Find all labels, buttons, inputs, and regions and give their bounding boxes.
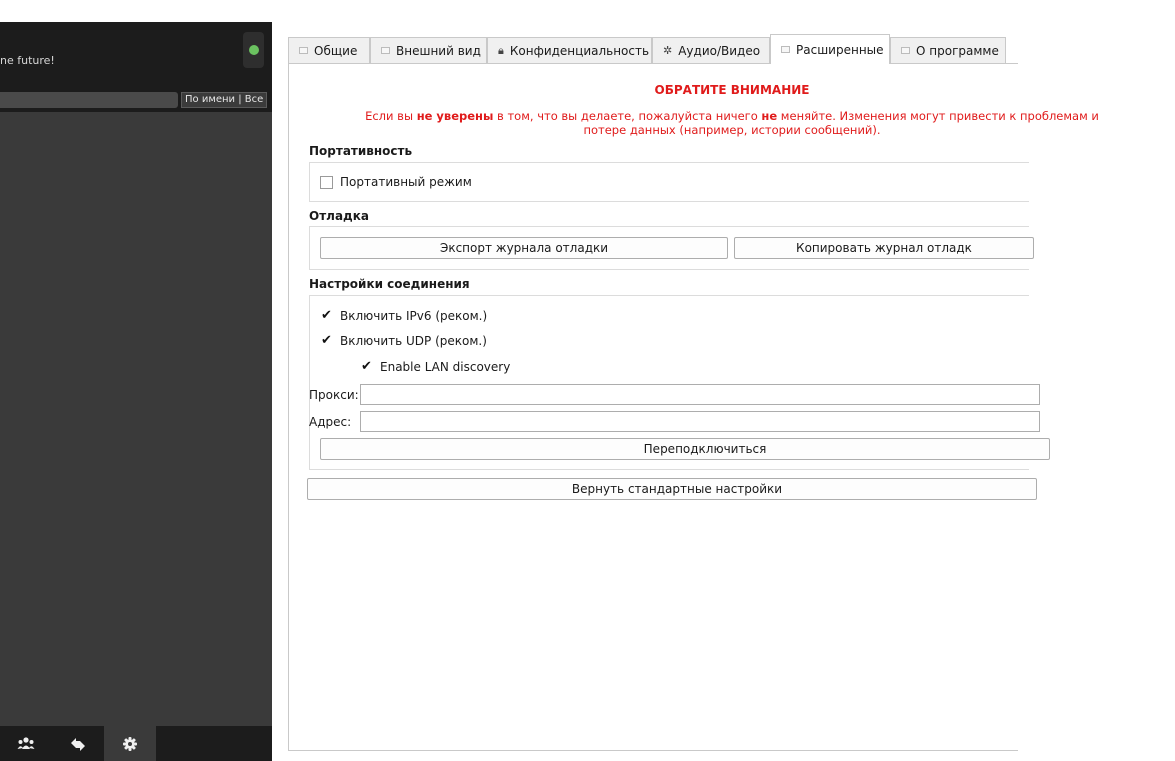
checkmark-icon	[320, 310, 333, 323]
tab-advanced[interactable]: Расширенные	[770, 34, 890, 64]
settings-window	[280, 25, 1099, 761]
proxy-field[interactable]	[360, 384, 1040, 405]
warning-text: Если вы не уверены в том, что вы делаете, пожалуйста ничего не меняйте. Изменения могут привести к проблемам и потере данных (например, истории сообщений).	[365, 109, 1099, 137]
settings-button[interactable]	[104, 726, 156, 761]
contact-search-input[interactable]	[0, 92, 178, 108]
copy-debug-log-button[interactable]: Копировать журнал отладк	[734, 237, 1034, 259]
profile-header	[0, 22, 272, 88]
contacts-panel	[0, 22, 272, 761]
warning-title: ОБРАТИТЕ ВНИМАНИЕ	[654, 83, 810, 97]
tab-appearance[interactable]: Внешний вид	[370, 37, 487, 63]
connection-title: Настройки соединения	[309, 277, 470, 291]
lan-discovery-checkbox[interactable]: ✔ Enable LAN discovery	[360, 360, 510, 374]
checkbox-unchecked	[320, 176, 333, 189]
export-debug-log-button[interactable]: Экспорт журнала отладки	[320, 237, 728, 259]
tab-privacy[interactable]: 🔒︎ Конфиденциальность	[487, 37, 652, 63]
page-icon	[381, 47, 390, 54]
group-icon	[17, 736, 35, 752]
checkmark-icon	[360, 361, 373, 374]
footer-toolbar	[0, 726, 272, 761]
advanced-settings-pane	[288, 63, 1099, 751]
proxy-label: Прокси:	[309, 388, 359, 402]
ipv6-checkbox[interactable]: ✔ Включить IPv6 (реком.)	[320, 309, 487, 323]
sort-filter-button[interactable]: По имени | Все	[181, 92, 267, 108]
page-icon	[901, 47, 910, 54]
connection-group	[309, 295, 1029, 470]
tab-general[interactable]: Общие	[288, 37, 370, 63]
portability-title: Портативность	[309, 144, 413, 158]
portability-group	[309, 162, 1029, 202]
page-icon	[299, 47, 308, 54]
lock-icon: 🔒︎	[498, 43, 504, 57]
tab-about[interactable]: О программе	[890, 37, 1006, 63]
reconnect-button[interactable]: Переподключиться	[320, 438, 1050, 460]
debug-group	[309, 226, 1029, 270]
portable-mode-checkbox[interactable]: Портативный режим	[320, 175, 472, 189]
checkmark-icon	[320, 335, 333, 348]
reset-defaults-button[interactable]: Вернуть стандартные настройки	[307, 478, 1037, 500]
status-message[interactable]: ne future!	[0, 54, 55, 67]
gear-icon	[123, 737, 137, 751]
transfers-button[interactable]	[52, 726, 104, 761]
tab-audio-video[interactable]: ✲ Аудио/Видео	[652, 37, 770, 63]
address-label: Адрес:	[309, 415, 352, 429]
online-status-icon	[249, 45, 259, 55]
page-icon	[781, 46, 790, 53]
search-bar	[0, 88, 272, 112]
udp-checkbox[interactable]: ✔ Включить UDP (реком.)	[320, 334, 487, 348]
status-button[interactable]	[243, 32, 264, 68]
av-icon: ✲	[663, 44, 673, 57]
address-field[interactable]	[360, 411, 1040, 432]
debug-title: Отладка	[309, 209, 369, 223]
transfer-icon	[69, 736, 87, 752]
group-button[interactable]	[0, 726, 52, 761]
